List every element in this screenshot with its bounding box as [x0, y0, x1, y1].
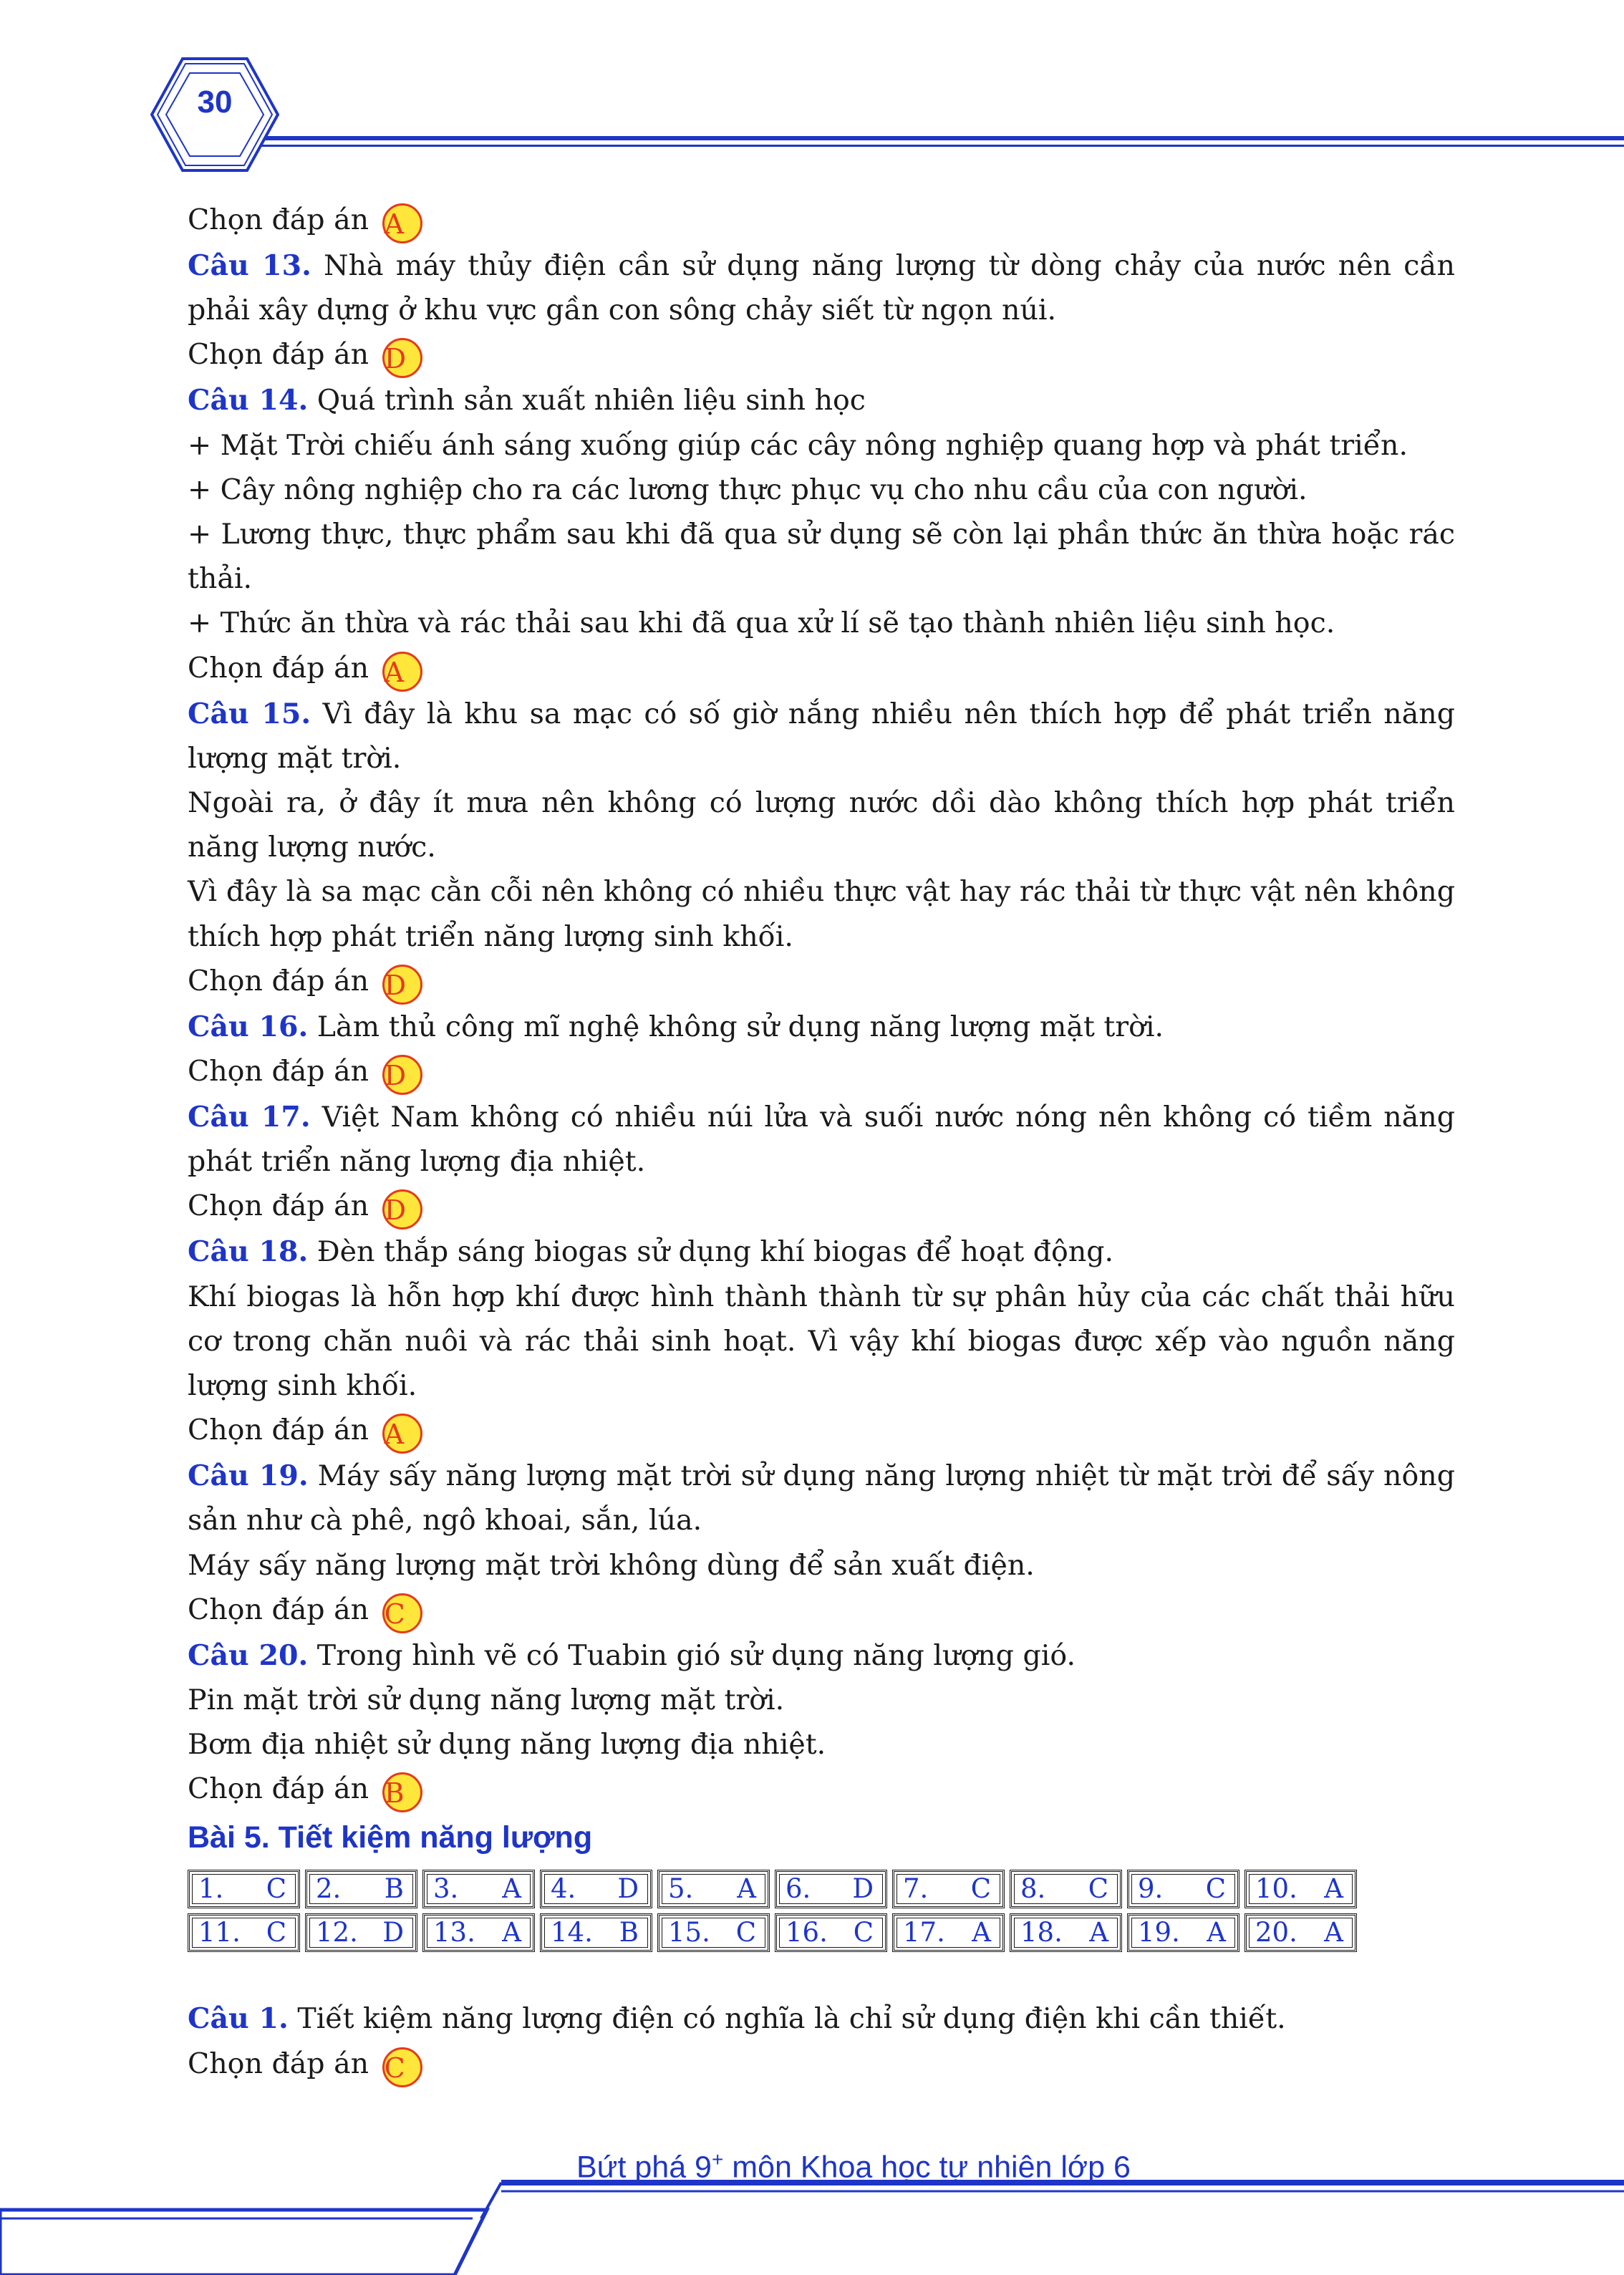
answer-cell: 17. A — [892, 1913, 1005, 1952]
answer-line: Chọn đáp án A — [188, 198, 1455, 243]
answer-cell: 5. A — [657, 1870, 770, 1908]
question-16: Câu 16. Làm thủ công mĩ nghệ không sử dụng năng lượng mặt trời. — [188, 1010, 1164, 1043]
text-line: Khí biogas là hỗn hợp khí được hình thành thành từ sự phân hủy của các chất thải hữu cơ trong chăn nuôi và rác thải sinh hoạt. Vì vậy khí biogas được xếp vào nguồn năng lượng sinh khối. — [188, 1280, 1455, 1403]
answer-circle: D — [382, 1189, 422, 1230]
answer-cell: 8. C — [1010, 1870, 1122, 1908]
answer-cell: 18. A — [1010, 1913, 1122, 1952]
text-line: Vì đây là sa mạc cằn cỗi nên không có nhiều thực vật hay rác thải từ thực vật nên không thích hợp phát triển năng lượng sinh khối. — [188, 875, 1455, 953]
question-15: Câu 15. Vì đây là khu sa mạc có số giờ nắng nhiều nên thích hợp để phát triển năng lượng mặt trời. — [188, 697, 1455, 775]
answer-line: Chọn đáp án C — [188, 1588, 1455, 1633]
answer-grid-row — [188, 1870, 1455, 1908]
answer-cell: 9. C — [1127, 1870, 1239, 1908]
answer-circle: A — [382, 203, 422, 243]
answer-circle: D — [382, 965, 422, 1005]
answer-cell: 1. C — [188, 1870, 300, 1908]
bullet-line: + Cây nông nghiệp cho ra các lương thực phục vụ cho nhu cầu của con người. — [188, 473, 1308, 506]
question-13: Câu 13. Nhà máy thủy điện cần sử dụng năng lượng từ dòng chảy của nước nên cần phải xây dựng ở khu vực gần con sông chảy siết từ ngọn núi. — [188, 249, 1455, 327]
page-number: 30 — [197, 84, 233, 120]
answer-line: Chọn đáp án B — [188, 1767, 1455, 1812]
answer-line: Chọn đáp án D — [188, 1049, 1455, 1095]
answer-circle: C — [382, 2047, 422, 2087]
answer-cell: 10. A — [1244, 1870, 1357, 1908]
answer-content — [188, 198, 1455, 2087]
answer-cell: 19. A — [1127, 1913, 1239, 1952]
answer-cell: 11. C — [188, 1913, 300, 1952]
text-line: Ngoài ra, ở đây ít mưa nên không có lượng nước dồi dào không thích hợp phát triển năng lượng nước. — [188, 786, 1455, 864]
answer-cell: 20. A — [1244, 1913, 1357, 1952]
question-18: Câu 18. Đèn thắp sáng biogas sử dụng khí biogas để hoạt động. — [188, 1235, 1114, 1269]
question-19: Câu 19. Máy sấy năng lượng mặt trời sử dụng năng lượng nhiệt từ mặt trời để sấy nông sản như cà phê, ngô khoai, sắn, lúa. — [188, 1459, 1455, 1537]
answer-cell: 12. D — [305, 1913, 417, 1952]
footer-title: Bứt phá 9+ môn Khoa học tự nhiên lớp 6 — [576, 2148, 1131, 2185]
answer-circle: A — [382, 652, 422, 692]
question-1: Câu 1. Tiết kiệm năng lượng điện có nghĩa là chỉ sử dụng điện khi cần thiết. — [188, 2002, 1286, 2036]
bullet-line: + Lương thực, thực phẩm sau khi đã qua sử dụng sẽ còn lại phần thức ăn thừa hoặc rác thải. — [188, 518, 1455, 596]
answer-cell: 16. C — [775, 1913, 887, 1952]
answer-line: Chọn đáp án A — [188, 646, 1455, 692]
answer-line: Chọn đáp án C — [188, 2042, 1455, 2087]
text-line: Máy sấy năng lượng mặt trời không dùng để sản xuất điện. — [188, 1548, 1035, 1582]
answer-circle: D — [382, 1055, 422, 1095]
bullet-line: + Mặt Trời chiếu ánh sáng xuống giúp các cây nông nghiệp quang hợp và phát triển. — [188, 428, 1408, 462]
question-17: Câu 17. Việt Nam không có nhiều núi lửa và suối nước nóng nên không có tiềm năng phát triển năng lượng địa nhiệt. — [188, 1101, 1455, 1179]
bullet-line: + Thức ăn thừa và rác thải sau khi đã qua xử lí sẽ tạo thành nhiên liệu sinh học. — [188, 607, 1335, 640]
answer-circle: D — [382, 338, 422, 378]
answer-cell: 13. A — [422, 1913, 535, 1952]
answer-line: Chọn đáp án A — [188, 1408, 1455, 1454]
answer-cell: 14. B — [540, 1913, 652, 1952]
answer-circle: B — [382, 1772, 422, 1812]
answer-cell: 4. D — [540, 1870, 652, 1908]
answer-cell: 15. C — [657, 1913, 770, 1952]
footer-band — [0, 2177, 1624, 2275]
answer-circle: A — [382, 1414, 422, 1454]
answer-cell: 7. C — [892, 1870, 1005, 1908]
answer-grid-row — [188, 1913, 1455, 1952]
text-line: Bơm địa nhiệt sử dụng năng lượng địa nhiệt. — [188, 1728, 826, 1762]
question-14: Câu 14. Quá trình sản xuất nhiên liệu sinh học — [188, 384, 866, 417]
answer-cell: 6. D — [775, 1870, 887, 1908]
answer-line: Chọn đáp án D — [188, 959, 1455, 1005]
answer-cell: 3. A — [422, 1870, 535, 1908]
answer-line: Chọn đáp án D — [188, 1184, 1455, 1230]
text-line: Pin mặt trời sử dụng năng lượng mặt trời. — [188, 1684, 785, 1717]
section-title: Bài 5. Tiết kiệm năng lượng — [188, 1820, 593, 1855]
answer-grid — [188, 1870, 1455, 1952]
answer-circle: C — [382, 1593, 422, 1633]
question-20: Câu 20. Trong hình vẽ có Tuabin gió sử dụng năng lượng gió. — [188, 1638, 1076, 1672]
answer-cell: 2. B — [305, 1870, 417, 1908]
answer-line: Chọn đáp án D — [188, 332, 1455, 378]
